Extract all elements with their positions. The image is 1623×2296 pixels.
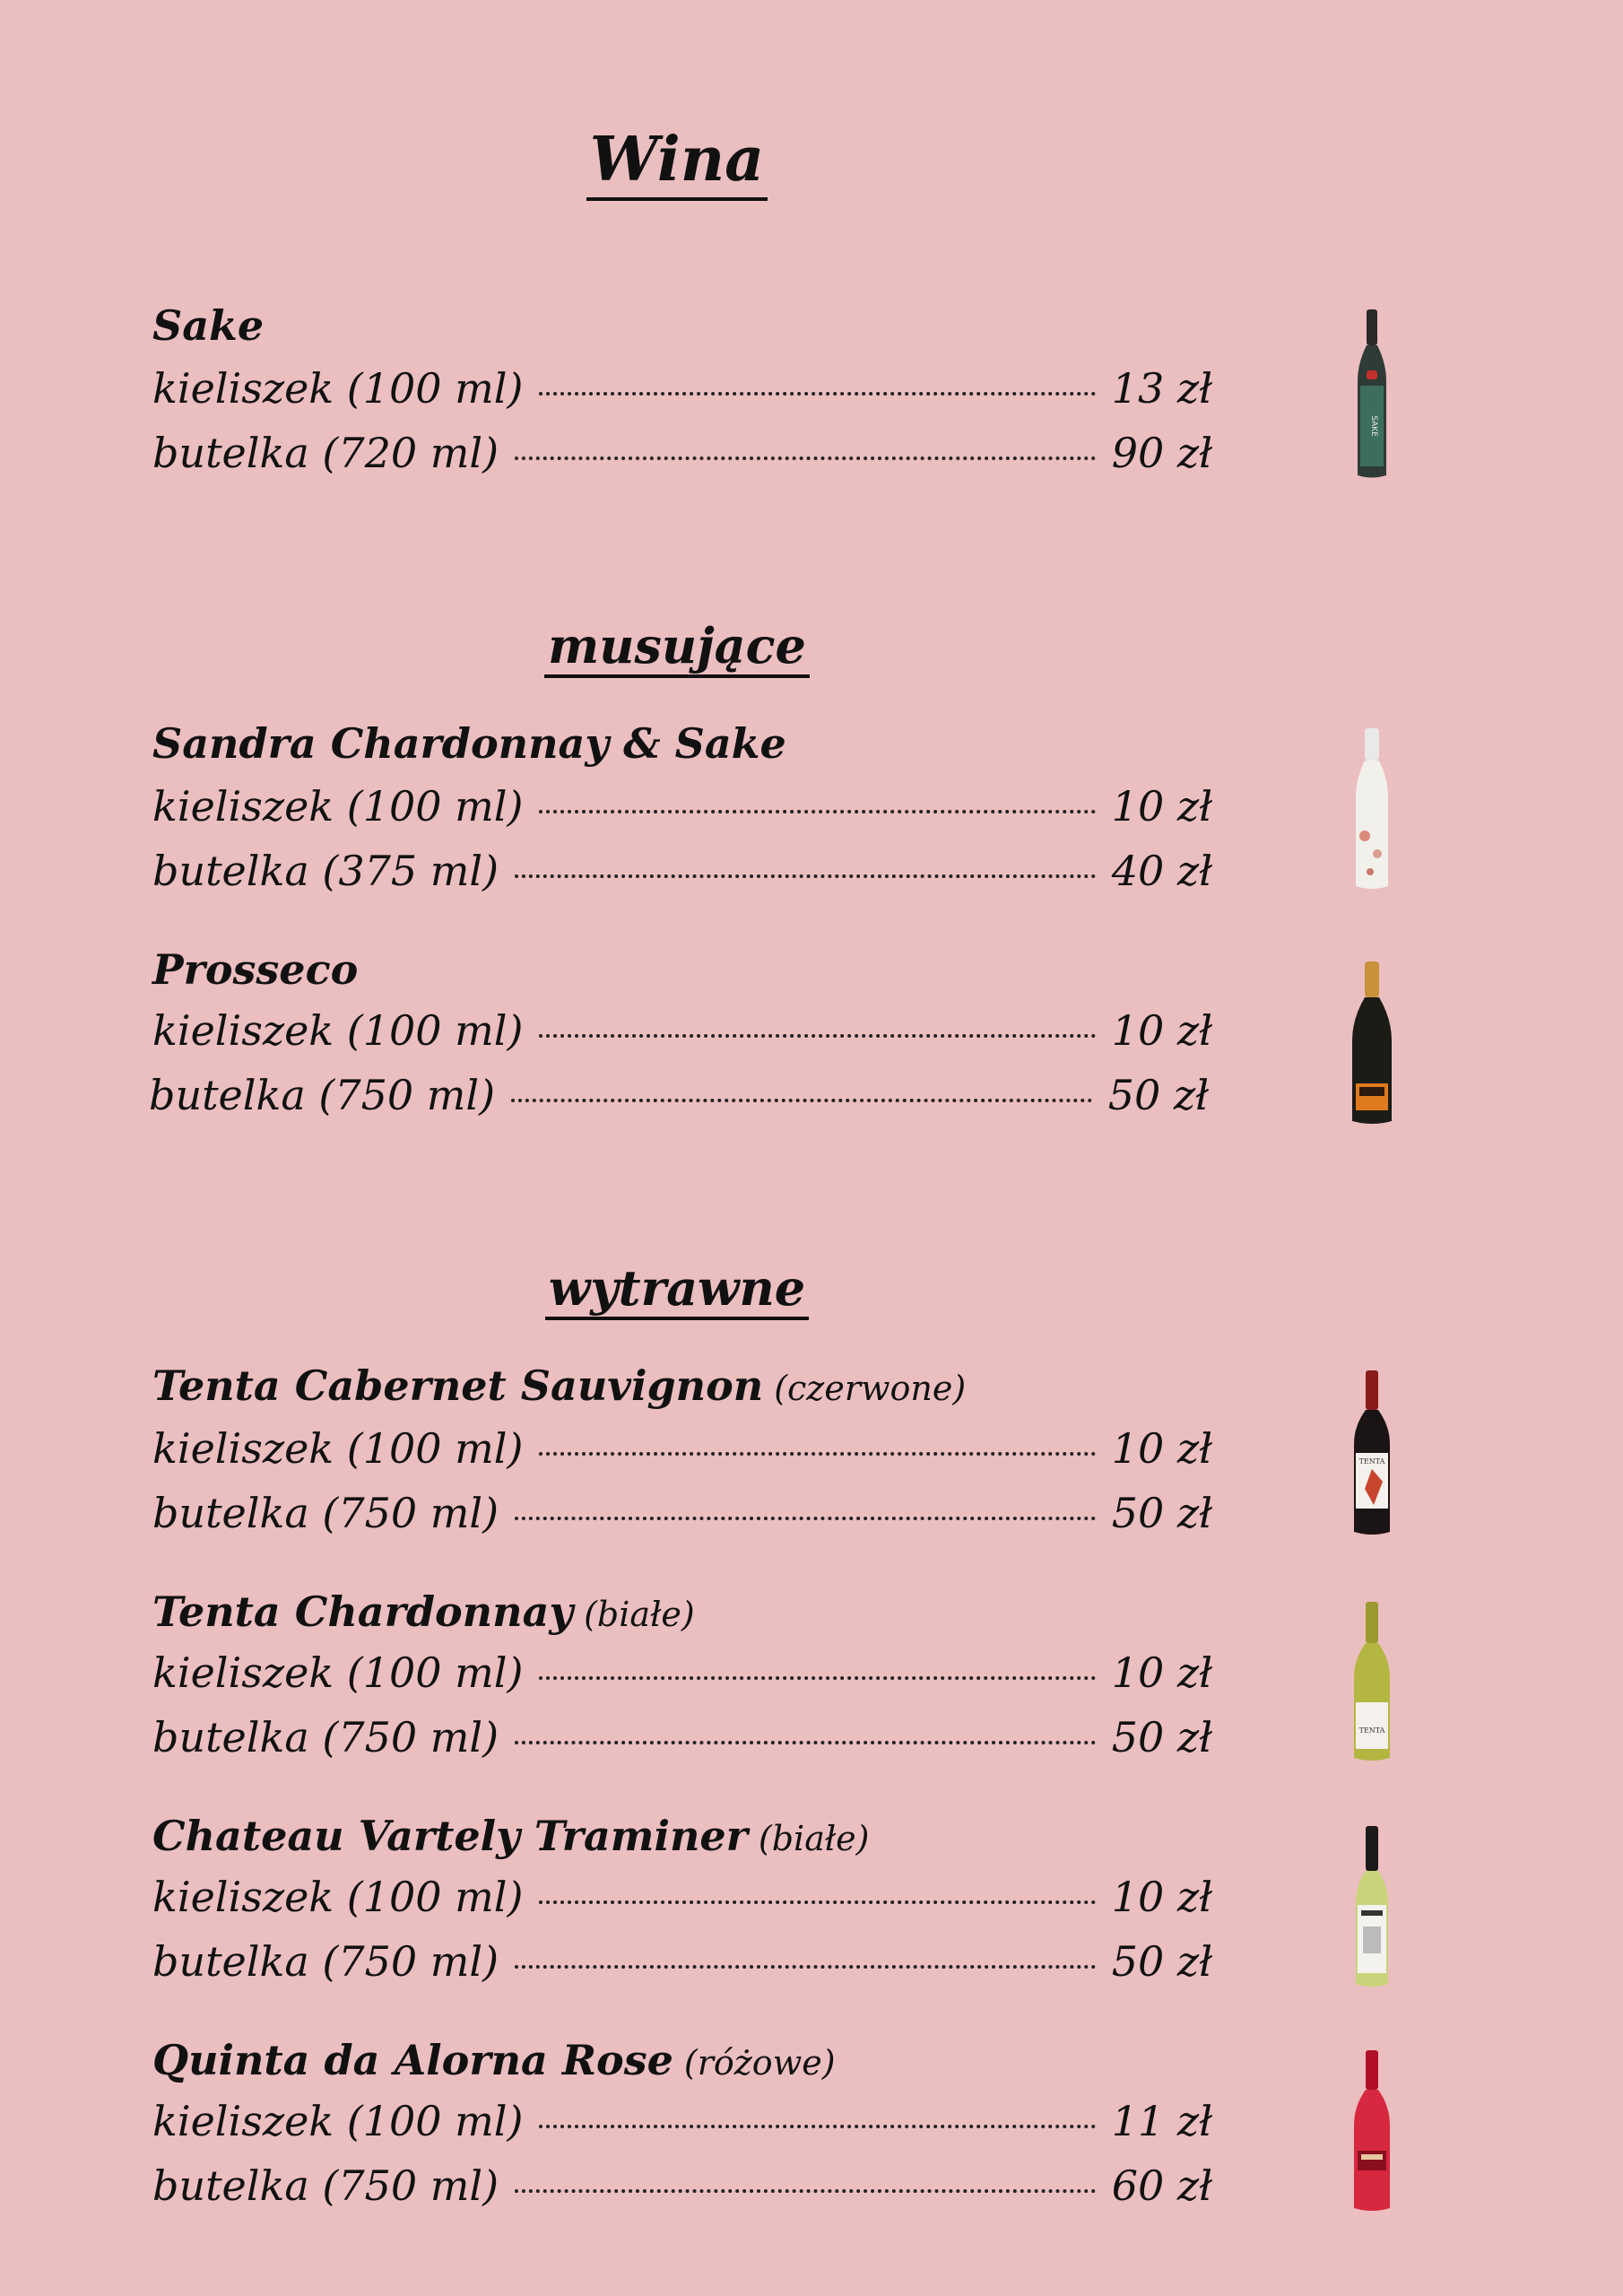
price-row-sandra-bottle: butelka (375 ml) 40 zł: [152, 847, 1212, 895]
quinta-alorna-bottle-image: [1347, 2050, 1397, 2212]
dot-leader: [515, 865, 1096, 878]
item-name-chateau-vartely: Chateau Vartely Traminer (białe): [152, 1812, 870, 1860]
item-name-quinta-alorna: Quinta da Alorna Rose (różowe): [152, 2036, 836, 2084]
menu-title: Wina: [0, 124, 1354, 196]
dot-leader: [515, 1508, 1096, 1520]
prosecco-bottle-image: [1343, 961, 1401, 1125]
svg-text:TENTA: TENTA: [1358, 1457, 1385, 1465]
price-row-sandra-glass: kieliszek (100 ml) 10 zł: [152, 782, 1212, 831]
dot-leader: [539, 1892, 1095, 1904]
item-name-sandra: Sandra Chardonnay & Sake: [152, 719, 786, 768]
price-row-chateau-vartely-bottle: butelka (750 ml) 50 zł: [152, 1937, 1212, 1986]
price-row-sake-glass: kieliszek (100 ml) 13 zł: [152, 364, 1212, 413]
chateau-vartely-bottle-image: [1349, 1826, 1395, 1987]
price-row-tenta-cabernet-bottle: butelka (750 ml) 50 zł: [152, 1489, 1212, 1537]
dot-leader: [539, 383, 1095, 396]
dot-leader: [539, 2116, 1095, 2128]
dot-leader: [515, 2180, 1096, 2193]
item-name-prosecco: Prosseco: [152, 945, 359, 994]
dot-leader: [539, 1443, 1095, 1456]
sake-bottle-image: [1345, 309, 1399, 480]
dot-leader: [539, 801, 1095, 813]
section-title-dry: wytrawne: [0, 1259, 1354, 1317]
dot-leader: [515, 448, 1096, 460]
price-row-tenta-chardonnay-glass: kieliszek (100 ml) 10 zł: [152, 1648, 1212, 1697]
price-row-quinta-alorna-glass: kieliszek (100 ml) 11 zł: [152, 2097, 1212, 2145]
dot-leader: [511, 1090, 1092, 1102]
price-row-tenta-chardonnay-bottle: butelka (750 ml) 50 zł: [152, 1713, 1212, 1761]
tenta-cabernet-bottle-image: [1347, 1370, 1397, 1535]
dot-leader: [515, 1732, 1096, 1744]
price-row-prosecco-glass: kieliszek (100 ml) 10 zł: [152, 1006, 1212, 1055]
price-row-tenta-cabernet-glass: kieliszek (100 ml) 10 zł: [152, 1424, 1212, 1473]
price-row-prosecco-bottle: butelka (750 ml) 50 zł: [149, 1071, 1209, 1119]
dot-leader: [515, 1956, 1096, 1969]
price-row-quinta-alorna-bottle: butelka (750 ml) 60 zł: [152, 2161, 1212, 2210]
dot-leader: [539, 1667, 1095, 1680]
svg-text:SAKE: SAKE: [1369, 415, 1378, 437]
svg-text:TENTA: TENTA: [1358, 1726, 1385, 1735]
tenta-chardonnay-bottle-image: [1347, 1602, 1397, 1761]
sandra-bottle-image: [1345, 728, 1399, 890]
item-name-tenta-chardonnay: Tenta Chardonnay (białe): [152, 1587, 695, 1636]
item-name-tenta-cabernet: Tenta Cabernet Sauvignon (czerwone): [152, 1361, 967, 1410]
price-row-chateau-vartely-glass: kieliszek (100 ml) 10 zł: [152, 1873, 1212, 1921]
price-row-sake-bottle: butelka (720 ml) 90 zł: [152, 429, 1212, 477]
dot-leader: [539, 1025, 1095, 1038]
section-title-sparkling: musujące: [0, 617, 1354, 674]
item-name-sake: Sake: [152, 301, 265, 350]
